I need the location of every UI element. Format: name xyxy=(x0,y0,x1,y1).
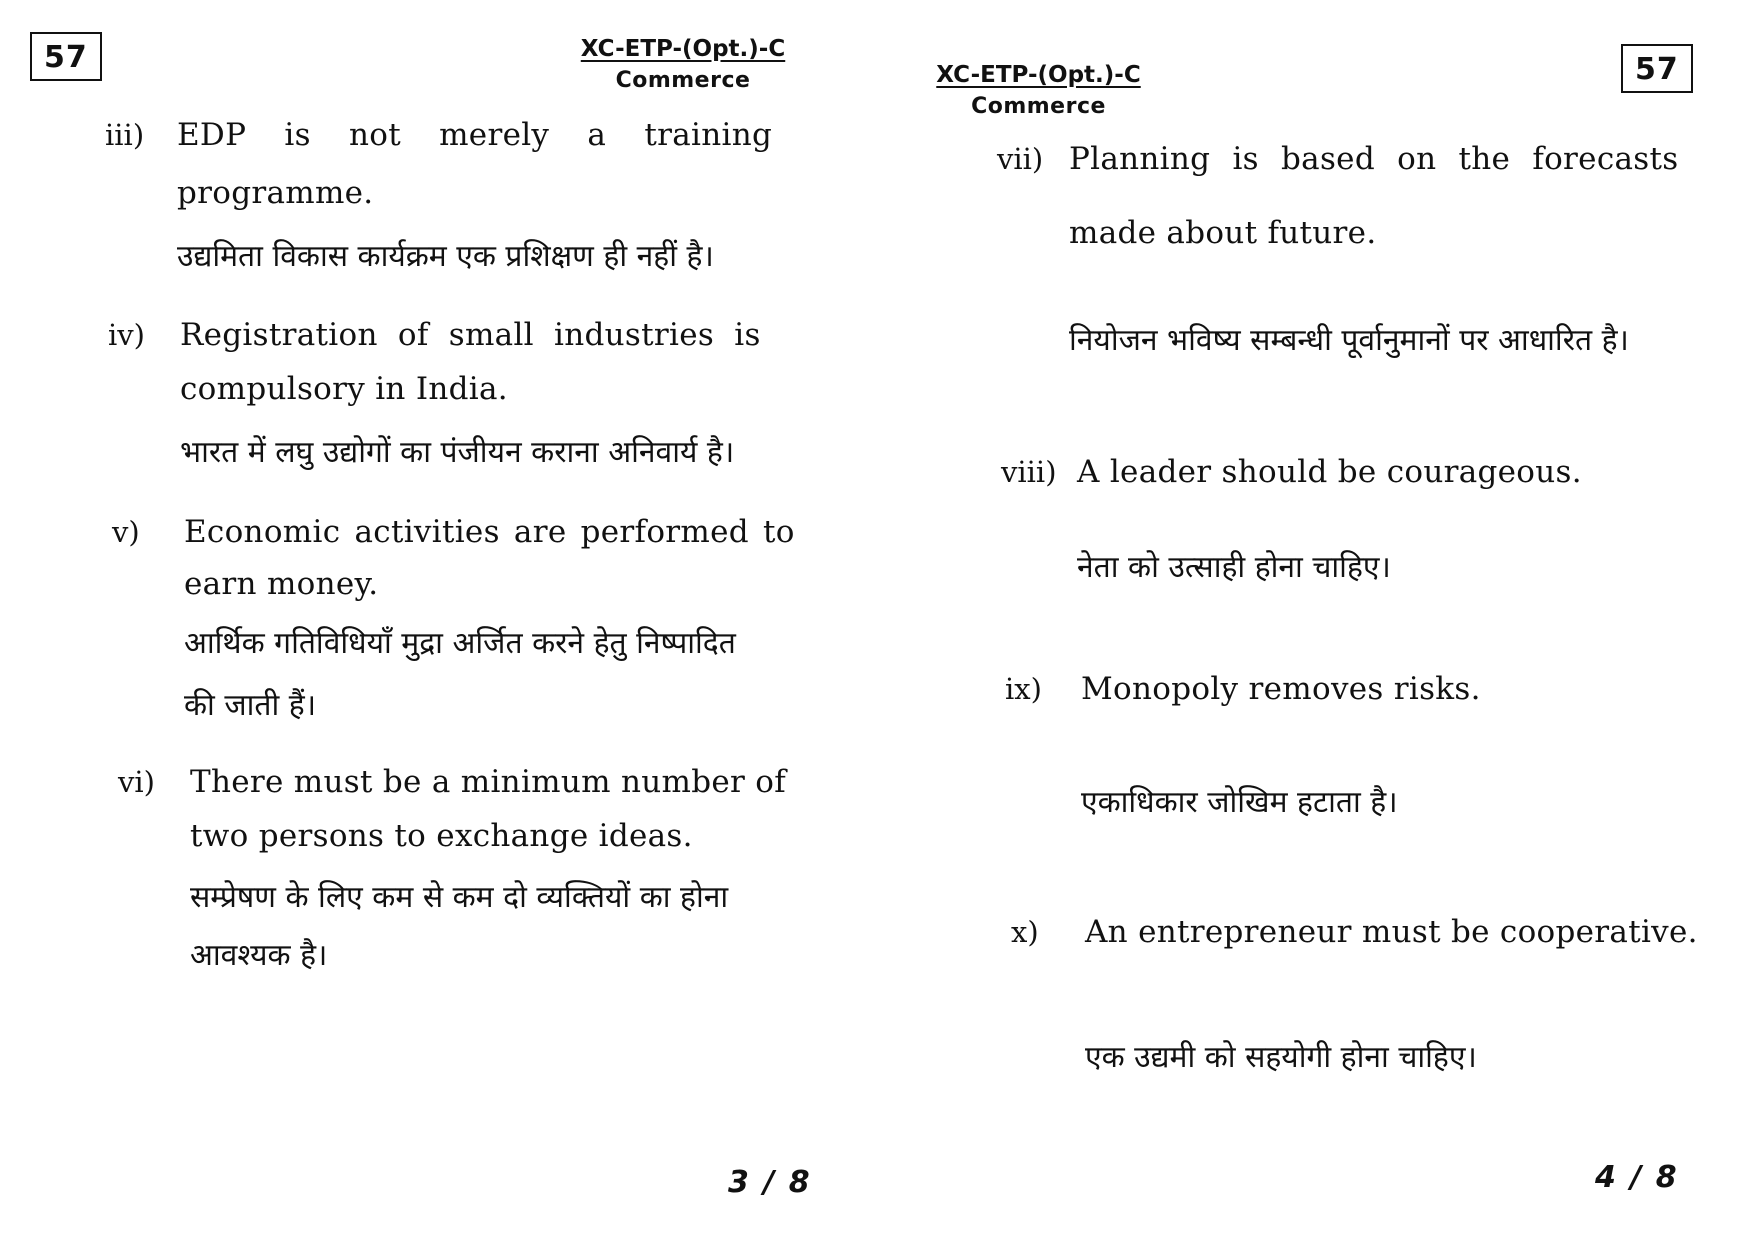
page-header xyxy=(921,62,1156,119)
paper-code-box: 57 xyxy=(30,32,102,81)
paper-code-box: 57 xyxy=(1621,44,1693,93)
question-number: vi) xyxy=(118,765,155,799)
question-number: ix) xyxy=(1005,672,1042,706)
question-english-line2: compulsory in India. xyxy=(180,371,508,407)
question-english-line1: There must be a minimum number of xyxy=(190,764,786,800)
question-hindi-line1: आर्थिक गतिविधियाँ मुद्रा अर्जित करने हेतु निष्पादित xyxy=(184,626,736,661)
question-number: vii) xyxy=(997,142,1044,176)
question-english-line1: A leader should be courageous. xyxy=(1077,454,1582,490)
question-hindi-line1: भारत में लघु उद्योगों का पंजीयन कराना अनिवार्य है। xyxy=(180,435,735,470)
header-code: XC-ETP-(Opt.)-C xyxy=(580,36,786,62)
question-hindi-line1: सम्प्रेषण के लिए कम से कम दो व्यक्तियों का होना xyxy=(190,880,729,915)
question-english-line2: programme. xyxy=(177,175,374,211)
question-number: iii) xyxy=(105,118,145,152)
question-number: iv) xyxy=(108,318,145,352)
header-code: XC-ETP-(Opt.)-C xyxy=(936,62,1141,88)
question-hindi-line1: नियोजन भविष्य सम्बन्धी पूर्वानुमानों पर आधारित है। xyxy=(1069,323,1629,358)
question-english-line1: EDP is not merely a training xyxy=(177,117,773,153)
question-number: v) xyxy=(112,515,140,549)
question-english-line2: earn money. xyxy=(184,566,379,602)
question-english-line1: Monopoly removes risks. xyxy=(1081,671,1481,707)
question-english-line1: Economic activities are performed to xyxy=(184,514,795,550)
page-number: 3 / 8 xyxy=(728,1165,812,1200)
page-number: 4 / 8 xyxy=(1595,1160,1679,1195)
question-english-line2: two persons to exchange ideas. xyxy=(190,818,693,854)
question-hindi-line2: की जाती हैं। xyxy=(184,688,317,723)
right-page xyxy=(877,0,1754,1241)
question-english-line1: Planning is based on the forecasts xyxy=(1069,141,1679,177)
page-header xyxy=(548,36,818,93)
question-english-line1: Registration of small industries is xyxy=(180,317,761,353)
question-english-line2: made about future. xyxy=(1069,215,1377,251)
question-number: viii) xyxy=(1001,455,1057,489)
question-hindi-line1: नेता को उत्साही होना चाहिए। xyxy=(1077,550,1391,585)
question-english-line1: An entrepreneur must be cooperative. xyxy=(1085,914,1698,950)
question-hindi-line1: उद्यमिता विकास कार्यक्रम एक प्रशिक्षण ही नहीं है। xyxy=(177,239,714,274)
question-hindi-line1: एकाधिकार जोखिम हटाता है। xyxy=(1081,785,1398,820)
header-subject: Commerce xyxy=(615,68,751,93)
question-hindi-line1: एक उद्यमी को सहयोगी होना चाहिए। xyxy=(1085,1040,1477,1075)
question-number: x) xyxy=(1011,915,1039,949)
header-subject: Commerce xyxy=(971,94,1106,119)
question-hindi-line2: आवश्यक है। xyxy=(190,938,328,973)
